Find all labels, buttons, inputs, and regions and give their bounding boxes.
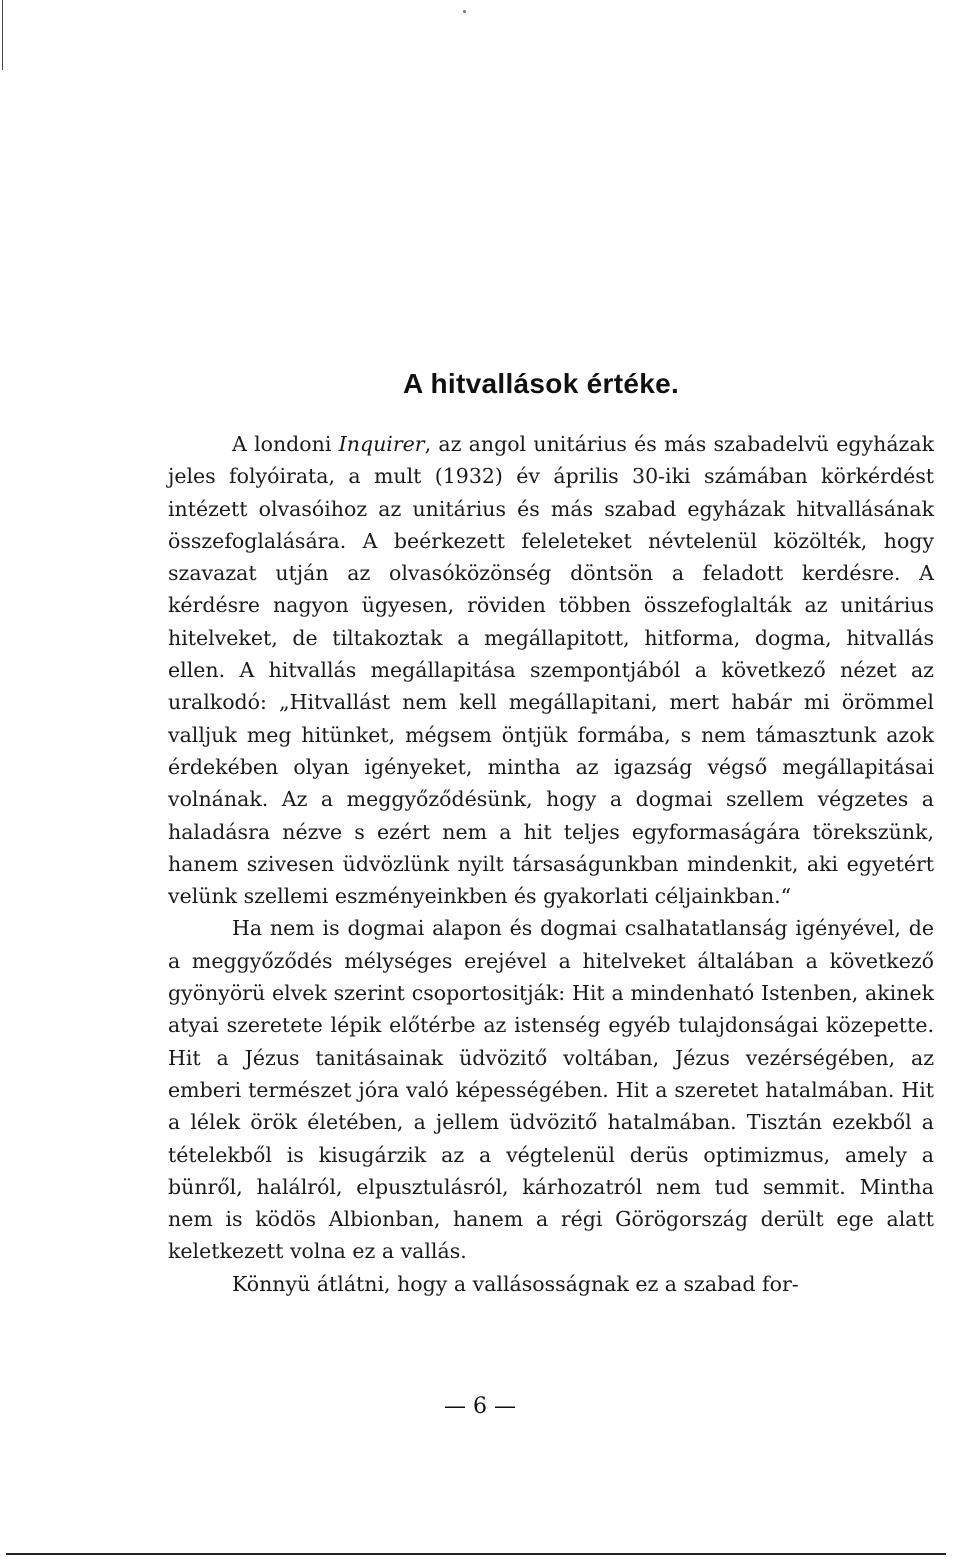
paragraph-1-lead: A londoni (232, 432, 339, 456)
bottom-rule (6, 1553, 946, 1555)
scan-edge-mark (2, 0, 3, 70)
scan-dust-mark (463, 10, 466, 13)
paragraph-2: Ha nem is dogmai alapon és dogmai csalhatatlanság igényével, de a meggyőződés mélységes erejével a hitelveket általában a következő gyönyörü elvek szerint csoportositják: Hit a mindenható Istenben, akinek atyai szeretete lépik előtérbe az istenség egyéb tulajdonságai közepette. Hit a Jézus tanitásainak üdvözitő voltában, Jézus vezérségében, az emberi természet jóra való képességében. Hit a szeretet hatalmában. Hit a lélek örök életében, a jellem üdvözitő hatalmában. Tisztán ezekből a tételekből is kisugárzik az a végtelenül derüs optimizmus, amely a bünről, halálról, elpusztulásról, kárhozatról nem tud semmit. Mintha nem is ködös Albionban, hanem a régi Görögország derült ege alatt keletkezett volna ez a vallás. (168, 916, 934, 1264)
paragraph-1 (168, 428, 934, 912)
paragraph-3: Könnyü átlátni, hogy a vallásosságnak ez a szabad for- (232, 1271, 799, 1296)
publication-name: Inquirer (338, 432, 425, 456)
page-title: A hitvallások értéke. (402, 368, 680, 399)
paragraph-1-rest: , az angol unitárius és más szabadelvü egyházak jeles folyóirata, a mult (1932) év április 30-iki számában körkérdést intézett olvasóihoz az unitárius és más szabad egyházak hitvallásának összefoglalására. A beérkezett feleleteket névtelenül közölték, hogy szavazat utján az olvasóközönség döntsön a feladott kerdésre. A kérdésre nagyon ügyesen, röviden többen összefoglalták az unitárius hitelveket, de tiltakoztak a megállapitott, hitforma, dogma, hitvallás ellen. A hitvallás megállapitása szempontjából a következő nézet az uralkodó: „Hitvallást nem kell megállapitani, mert habár mi örömmel valljuk meg hitünket, mégsem öntjük formába, s nem támasztunk azok érdekében olyan igényeket, mintha az igazság végső megállapitásai volnának. Az a meggyőződésünk, hogy a dogmai szellem végzetes a haladásra nézve s ezért nem a hit teljes egyformaságára törekszünk, hanem szivesen üdvözlünk nyilt társaságunkban mindenkit, aki egyetért velünk szellemi eszményeinkben és gyakorlati céljainkban.“ (168, 432, 934, 909)
page-body (168, 368, 934, 1300)
page-number: — 6 — (444, 1394, 516, 1419)
